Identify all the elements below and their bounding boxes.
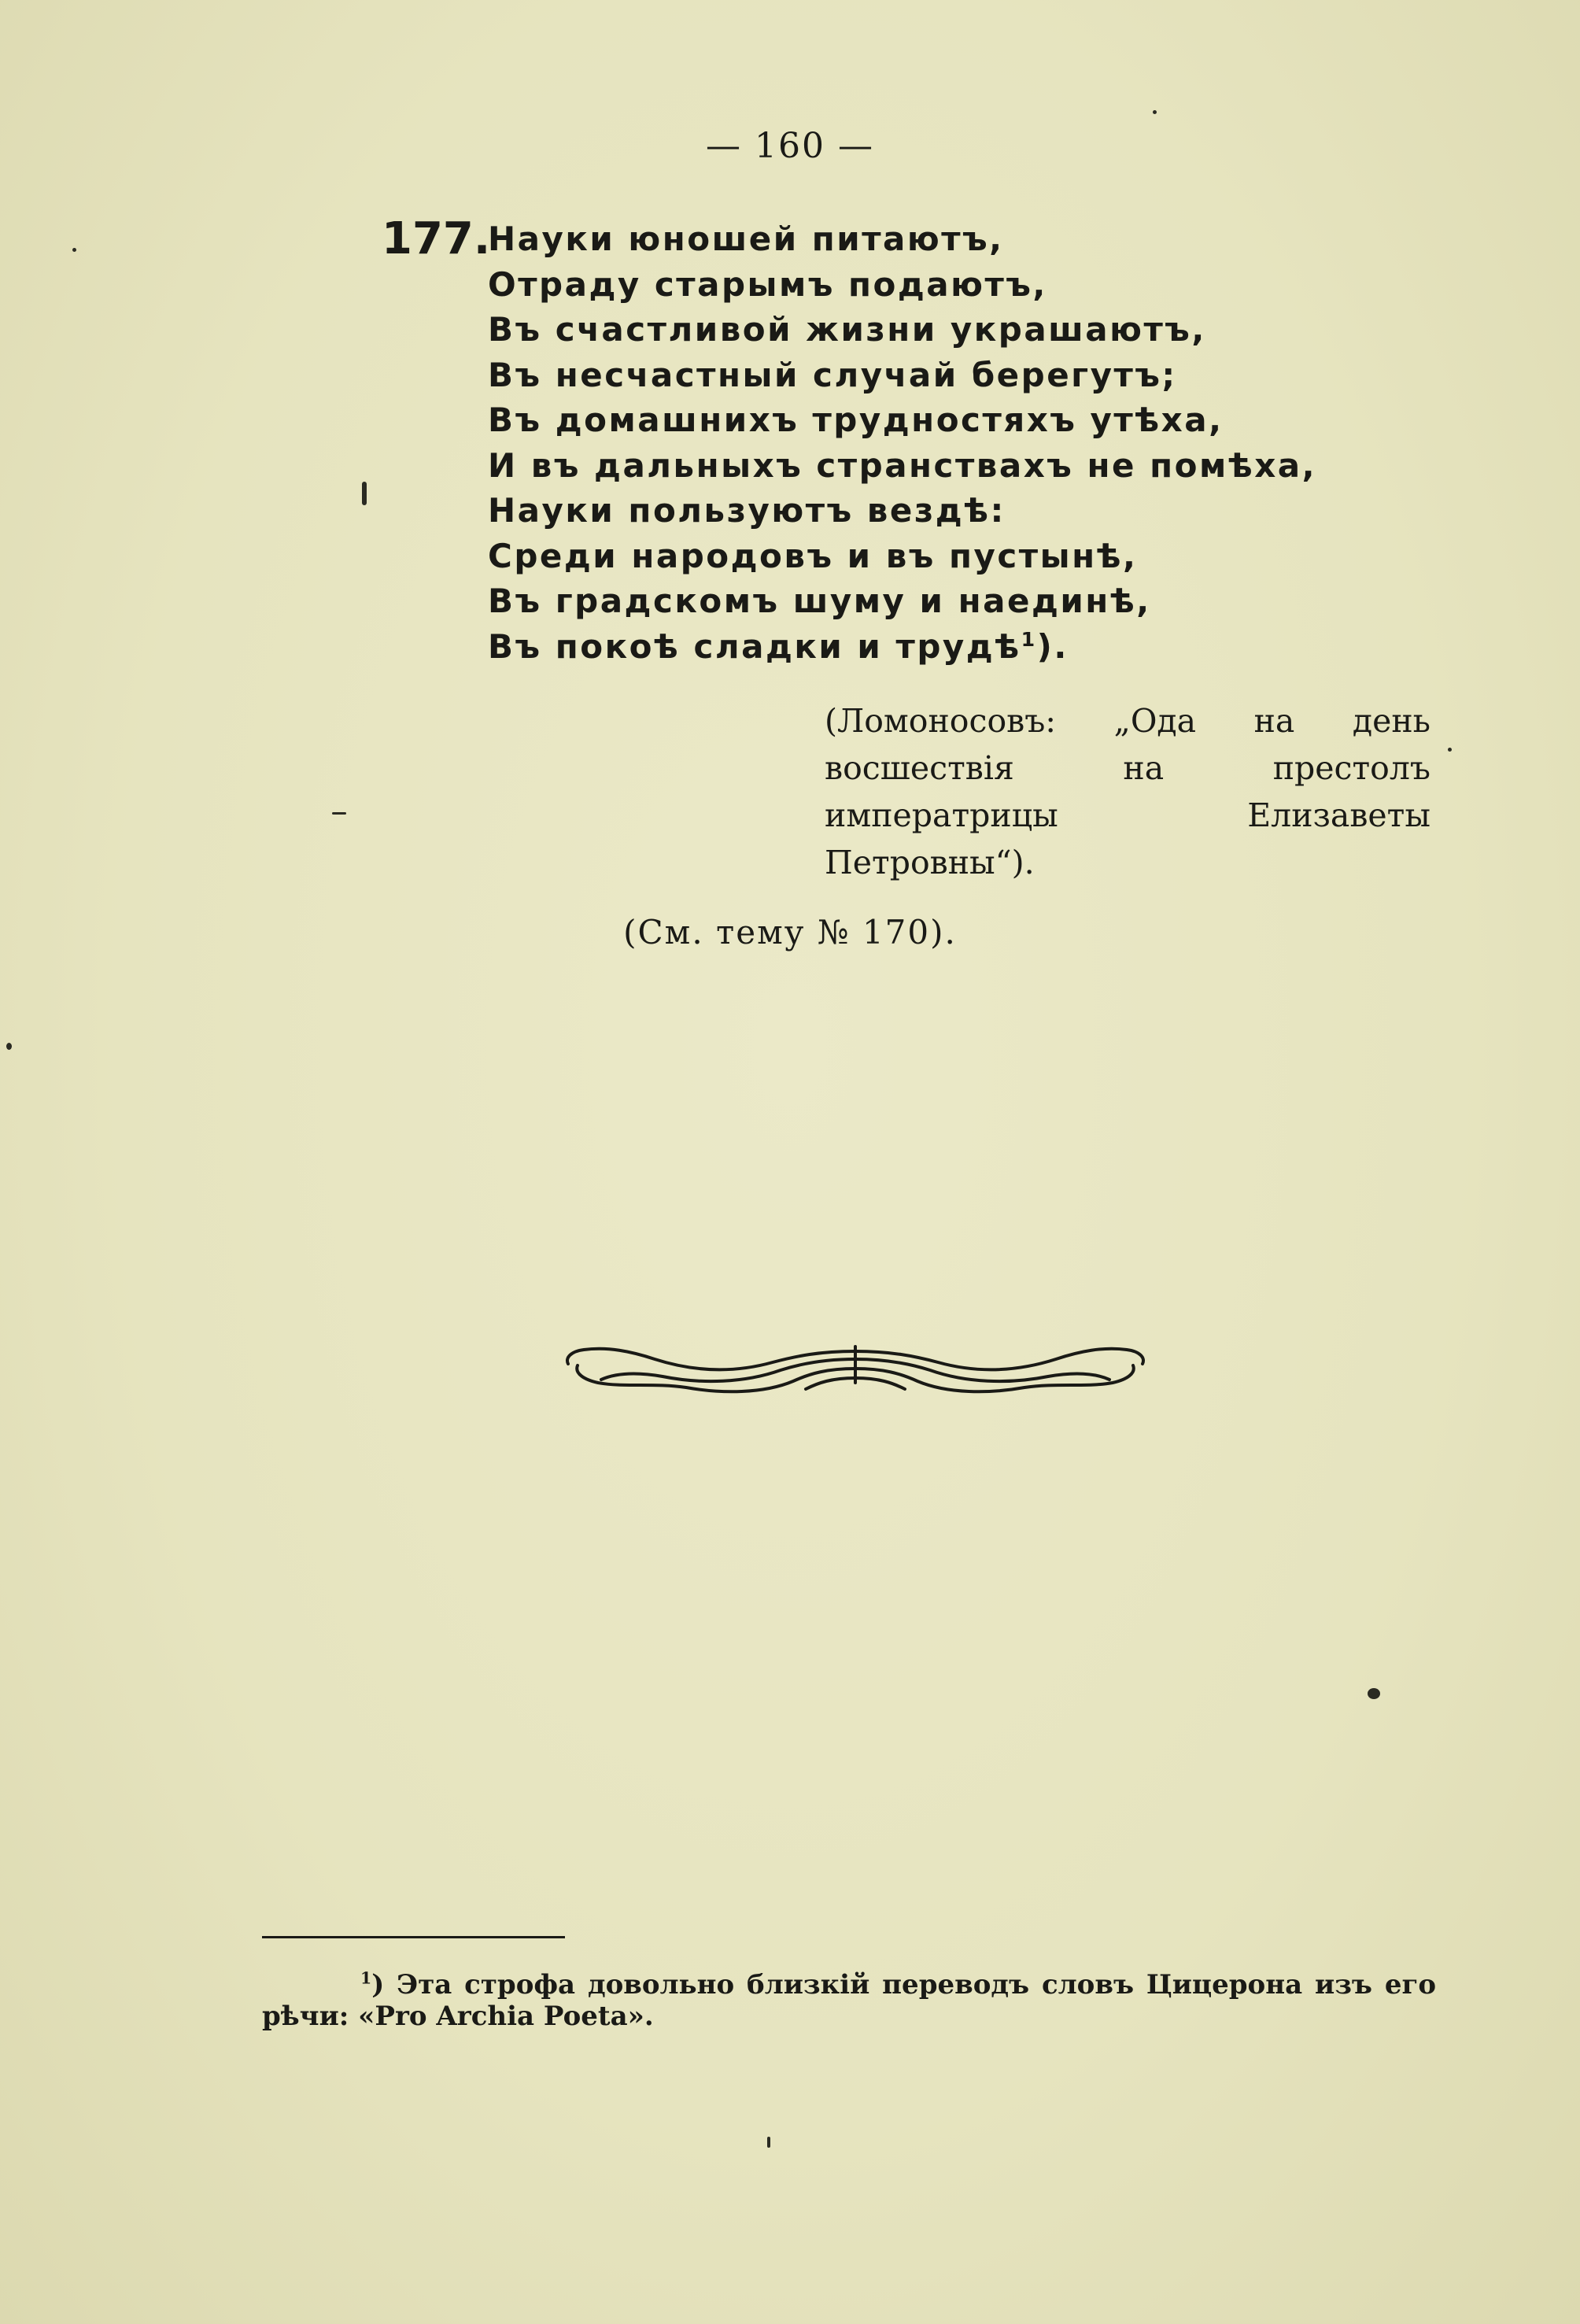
- poem-lines: [488, 216, 1316, 669]
- paper-speck: [362, 482, 367, 505]
- poem-line: Отраду старымъ подаютъ,: [488, 264, 1047, 304]
- footnote-marker: 1: [360, 1968, 372, 1988]
- paper-speck: [6, 1043, 12, 1050]
- paper-speck: [72, 248, 76, 252]
- poem-line: Въ несчастный случай берегутъ;: [488, 355, 1177, 394]
- poem-block: [382, 213, 1317, 669]
- footnote-text: ) Эта строфа довольно близкій переводъ словъ Цицерона изъ его рѣчи: «Pro Archia Poeta».: [262, 1969, 1436, 2032]
- paper-speck: [1448, 748, 1452, 752]
- paper-speck: [767, 2137, 770, 2148]
- footnote-reference[interactable]: 1: [1021, 627, 1037, 651]
- poem-line: Науки юношей питаютъ,: [488, 220, 1004, 258]
- poem-line-last: [488, 624, 1316, 670]
- poem-line: Въ градскомъ шуму и наединѣ,: [488, 582, 1151, 620]
- see-also-reference: (См. тему № 170).: [623, 913, 957, 951]
- paper-speck: [1368, 1688, 1380, 1699]
- poem-line: И въ дальныхъ странствахъ не помѣха,: [488, 445, 1317, 485]
- poem-line: Въ домашнихъ трудностяхъ утѣха,: [488, 401, 1224, 439]
- paper-speck: [332, 812, 346, 815]
- poem-line: Науки пользуютъ вездѣ:: [488, 491, 1006, 530]
- poem-line: Среди народовъ и въ пустынѣ,: [488, 536, 1138, 575]
- poem-attribution: (Ломоносовъ: „Ода на день восшествія на престолъ императрицы Елизаветы Петровны“).: [825, 702, 1430, 881]
- poem-line-end: ).: [1036, 626, 1069, 666]
- footnote: [262, 1969, 1436, 2032]
- poem-number: 177.: [382, 213, 491, 264]
- page-number: — 160 —: [706, 126, 874, 166]
- poem-line-text: Въ покоѣ сладки и трудѣ: [488, 626, 1021, 666]
- ornament-divider-icon: [560, 1342, 1150, 1397]
- paper-speck: [1153, 110, 1157, 114]
- poem-line: Въ счастливой жизни украшаютъ,: [488, 310, 1206, 349]
- footnote-separator: [262, 1936, 565, 1938]
